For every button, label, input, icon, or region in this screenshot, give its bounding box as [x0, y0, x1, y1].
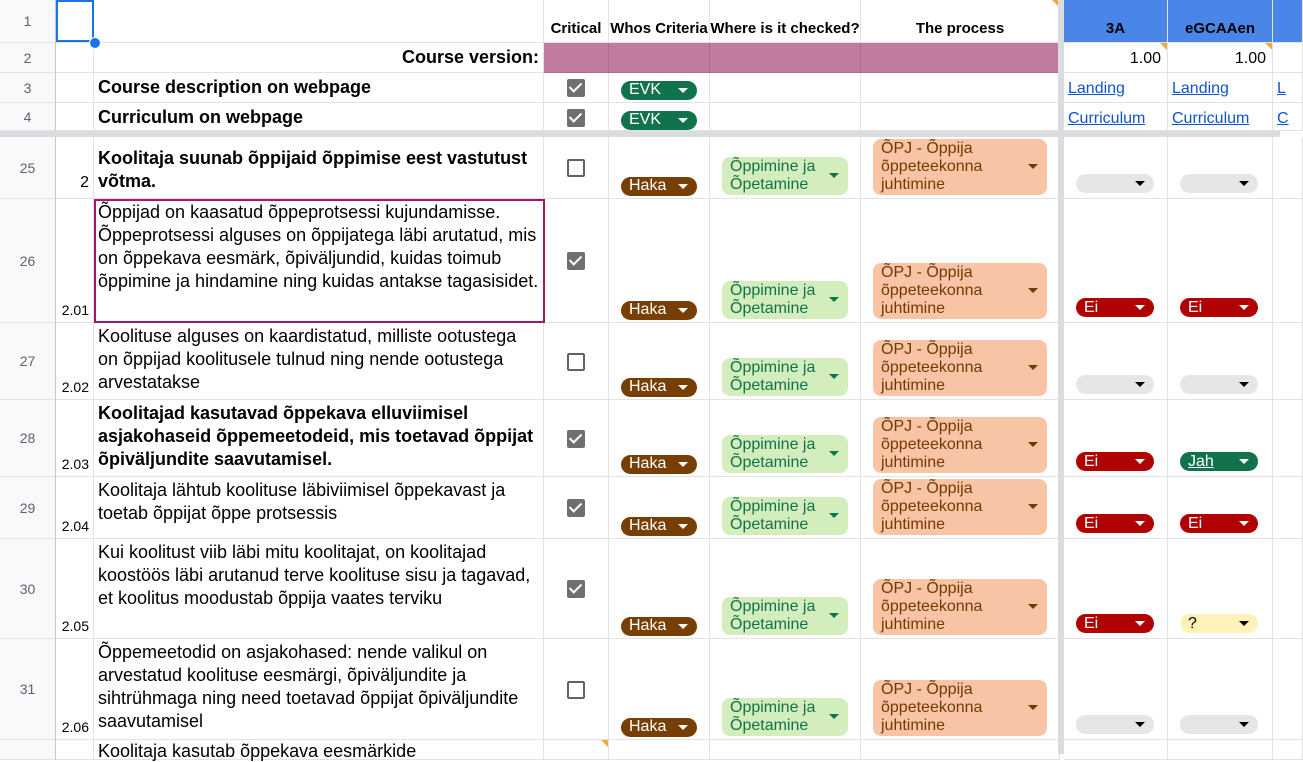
cell-mauve[interactable]: [710, 43, 861, 73]
process-chip[interactable]: ÕPJ - Õppija õppeteekonna juhtimine: [873, 417, 1047, 473]
critical-checkbox[interactable]: [567, 159, 585, 177]
version-egcaaen[interactable]: 1.00: [1168, 43, 1273, 73]
dropdown-arrow-icon: [1239, 521, 1249, 526]
fill-handle[interactable]: [89, 37, 101, 49]
value-cell-egcaaen[interactable]: [1168, 323, 1273, 400]
criterion-row: [0, 137, 1280, 199]
status-dropdown[interactable]: [1076, 715, 1154, 734]
course-version-row: [0, 43, 1280, 73]
criterion-row: [0, 639, 1280, 740]
dropdown-arrow-icon: [678, 308, 688, 313]
where-cell[interactable]: [710, 539, 861, 639]
active-cell-outline: [94, 199, 545, 323]
criterion-text[interactable]: Kui koolitust viib läbi mitu koolitajat, on koolitajad koostöös läbi arutanud terve koolituse sisu ja tagavad, et koolitus moodustab õppija vaates terviku: [94, 539, 544, 639]
comment-marker: [601, 740, 608, 747]
critical-cell[interactable]: [544, 103, 609, 131]
dropdown-arrow-icon: [829, 714, 839, 719]
dropdown-arrow-icon: [1135, 722, 1145, 727]
process-cell[interactable]: [861, 639, 1060, 740]
process-chip[interactable]: ÕPJ - Õppija õppeteekonna juhtimine: [873, 263, 1047, 319]
value-cell-egcaaen[interactable]: [1168, 539, 1273, 639]
critical-checkbox[interactable]: [567, 681, 585, 699]
process-cell[interactable]: [861, 199, 1060, 323]
critical-checkbox[interactable]: [567, 252, 585, 270]
header-egcaaen[interactable]: eGCAAen: [1168, 0, 1273, 43]
criterion-text[interactable]: Õppijad on kaasatud õppeprotsessi kujundamisse. Õppeprotsessi alguses on õppijatega läbi arutatud, mis on õppekava eesmärk, õpiväljundid, kuidas toimub õppimine ja hindamine ning kuidas antakse tagasisidet.: [94, 199, 544, 323]
link-cell-extra[interactable]: [1273, 73, 1303, 103]
dropdown-arrow-icon: [1135, 382, 1145, 387]
cell-a2[interactable]: [56, 43, 94, 73]
header-3a[interactable]: 3A: [1064, 0, 1168, 43]
value-cell-egcaaen[interactable]: [1168, 400, 1273, 477]
critical-cell[interactable]: [544, 400, 609, 477]
whos-criteria-cell[interactable]: [609, 539, 710, 639]
whos-criteria-cell[interactable]: [609, 103, 710, 131]
where-cell[interactable]: [710, 199, 861, 323]
where-cell[interactable]: [710, 740, 861, 760]
criterion-row: [0, 323, 1280, 400]
criterion-id[interactable]: 2.06: [56, 639, 94, 740]
process-chip[interactable]: ÕPJ - Õppija õppeteekonna juhtimine: [873, 139, 1047, 195]
cell-mauve[interactable]: [544, 43, 609, 73]
link-cell-3a[interactable]: [1064, 73, 1168, 103]
course-version-label[interactable]: Course version:: [94, 43, 544, 73]
criterion-id[interactable]: 2.01: [56, 199, 94, 323]
process-cell[interactable]: [861, 477, 1060, 539]
dropdown-arrow-icon: [1028, 705, 1038, 710]
value-cell-3a[interactable]: [1064, 400, 1168, 477]
link-cell-egcaaen[interactable]: [1168, 103, 1273, 131]
critical-cell[interactable]: [544, 137, 609, 199]
status-dropdown[interactable]: Ei: [1076, 614, 1154, 633]
whos-criteria-cell[interactable]: [609, 400, 710, 477]
who-chip[interactable]: EVK: [621, 111, 697, 130]
where-chip[interactable]: Õppimine ja Õpetamine: [722, 157, 848, 195]
criterion-text[interactable]: Koolitaja kasutab õppekava eesmärkide: [94, 740, 544, 760]
link-cell-extra[interactable]: [1273, 103, 1303, 131]
dropdown-arrow-icon: [1135, 459, 1145, 464]
selected-cell-outline: [56, 0, 94, 42]
where-cell[interactable]: [710, 323, 861, 400]
where-cell[interactable]: [710, 103, 861, 131]
row-number[interactable]: 26: [0, 199, 56, 323]
cell-a3[interactable]: [56, 73, 94, 103]
process-chip[interactable]: ÕPJ - Õppija õppeteekonna juhtimine: [873, 680, 1047, 736]
critical-cell[interactable]: [544, 323, 609, 400]
dropdown-arrow-icon: [1028, 442, 1038, 447]
criterion-id[interactable]: 2: [56, 137, 94, 199]
row-number[interactable]: [0, 740, 56, 760]
process-chip[interactable]: ÕPJ - Õppija õppeteekonna juhtimine: [873, 579, 1047, 635]
criterion-row: [0, 477, 1280, 539]
where-cell[interactable]: [710, 137, 861, 199]
dropdown-arrow-icon: [829, 173, 839, 178]
critical-cell[interactable]: [544, 740, 609, 760]
row-number[interactable]: 1: [0, 0, 56, 43]
whos-criteria-cell[interactable]: [609, 199, 710, 323]
row-number[interactable]: 30: [0, 539, 56, 639]
curriculum-link[interactable]: Curriculum: [1068, 110, 1146, 127]
status-dropdown[interactable]: [1076, 174, 1154, 193]
course-description-row: [0, 73, 1286, 103]
critical-cell[interactable]: [544, 199, 609, 323]
dropdown-arrow-icon: [1239, 305, 1249, 310]
curriculum-label[interactable]: Curriculum on webpage: [94, 103, 544, 131]
value-cell-3a[interactable]: [1064, 639, 1168, 740]
row-number[interactable]: 28: [0, 400, 56, 477]
dropdown-arrow-icon: [678, 385, 688, 390]
version-3a[interactable]: 1.00: [1064, 43, 1168, 73]
dropdown-arrow-icon: [678, 725, 688, 730]
dropdown-arrow-icon: [829, 613, 839, 618]
header-row: [0, 0, 1280, 43]
whos-criteria-cell[interactable]: [609, 137, 710, 199]
value-cell-egcaaen[interactable]: [1168, 740, 1273, 760]
who-chip[interactable]: Haka: [621, 301, 697, 320]
status-dropdown[interactable]: [1180, 715, 1258, 734]
where-cell[interactable]: [710, 477, 861, 539]
process-cell[interactable]: [861, 539, 1060, 639]
who-chip[interactable]: Haka: [621, 617, 697, 636]
who-chip[interactable]: Haka: [621, 177, 697, 196]
value-cell-egcaaen[interactable]: [1168, 477, 1273, 539]
dropdown-arrow-icon: [829, 451, 839, 456]
dropdown-arrow-icon: [1239, 181, 1249, 186]
value-cell-egcaaen[interactable]: [1168, 199, 1273, 323]
row-number[interactable]: 27: [0, 323, 56, 400]
landing-link[interactable]: L: [1277, 80, 1286, 97]
whos-criteria-cell[interactable]: [609, 477, 710, 539]
landing-link[interactable]: Landing: [1172, 80, 1229, 97]
critical-cell[interactable]: [544, 639, 609, 740]
link-cell-3a[interactable]: [1064, 103, 1168, 131]
whos-criteria-cell[interactable]: [609, 740, 710, 760]
where-chip[interactable]: Õppimine ja Õpetamine: [722, 358, 848, 396]
criterion-text[interactable]: Koolituse alguses on kaardistatud, milliste ootustega on õppijad koolitusele tulnud ning nende ootustega arvestatakse: [94, 323, 544, 400]
curriculum-row: [0, 103, 1289, 131]
critical-checkbox[interactable]: [567, 430, 585, 448]
critical-checkbox[interactable]: [567, 580, 585, 598]
dropdown-arrow-icon: [678, 462, 688, 467]
row-number[interactable]: 4: [0, 103, 56, 131]
row-number[interactable]: 3: [0, 73, 56, 103]
who-chip[interactable]: Haka: [621, 455, 697, 474]
course-description-label[interactable]: Course description on webpage: [94, 73, 544, 103]
dropdown-arrow-icon: [1239, 722, 1249, 727]
dropdown-arrow-icon: [1135, 521, 1145, 526]
where-chip[interactable]: Õppimine ja Õpetamine: [722, 698, 848, 736]
dropdown-arrow-icon: [1135, 181, 1145, 186]
status-dropdown[interactable]: Ei: [1076, 514, 1154, 533]
cell-id[interactable]: [56, 740, 94, 760]
criterion-id[interactable]: 2.02: [56, 323, 94, 400]
criterion-text[interactable]: Koolitaja suunab õppijaid õppimise eest vastutust võtma.: [94, 137, 544, 199]
value-cell-3a[interactable]: [1064, 199, 1168, 323]
criterion-row: [0, 539, 1280, 639]
status-dropdown[interactable]: [1180, 375, 1258, 394]
where-cell[interactable]: [710, 400, 861, 477]
criterion-text[interactable]: Koolitajad kasutavad õppekava elluviimisel asjakohaseid õppemeetodeid, mis toetavad õppijat õpiväljundite saavutamisel.: [94, 400, 544, 477]
cell-extra[interactable]: [1273, 199, 1303, 323]
partial-row: [0, 740, 1280, 760]
status-dropdown[interactable]: Ei: [1180, 514, 1258, 533]
cell-a4[interactable]: [56, 103, 94, 131]
value-cell-3a[interactable]: [1064, 740, 1168, 760]
dropdown-arrow-icon: [678, 184, 688, 189]
value-cell-3a[interactable]: [1064, 539, 1168, 639]
cell-extra[interactable]: [1273, 323, 1303, 400]
who-chip[interactable]: Haka: [621, 718, 697, 737]
dropdown-arrow-icon: [1028, 365, 1038, 370]
link-cell-egcaaen[interactable]: [1168, 73, 1273, 103]
header-critical[interactable]: Critical: [544, 0, 609, 43]
status-dropdown[interactable]: Ei: [1076, 298, 1154, 317]
critical-checkbox[interactable]: [567, 109, 585, 127]
criterion-id[interactable]: 2.04: [56, 477, 94, 539]
criterion-row: [0, 400, 1280, 477]
dropdown-arrow-icon: [1135, 305, 1145, 310]
value-cell-3a[interactable]: [1064, 137, 1168, 199]
dropdown-arrow-icon: [1028, 504, 1038, 509]
process-cell[interactable]: [861, 740, 1060, 760]
critical-checkbox[interactable]: [567, 499, 585, 517]
process-cell[interactable]: [861, 137, 1060, 199]
curriculum-link[interactable]: Curriculum: [1172, 110, 1250, 127]
comment-marker: [1160, 43, 1167, 50]
dropdown-arrow-icon: [678, 524, 688, 529]
whos-criteria-cell[interactable]: [609, 73, 710, 103]
critical-checkbox[interactable]: [567, 353, 585, 371]
dropdown-arrow-icon: [1239, 382, 1249, 387]
dropdown-arrow-icon: [1028, 604, 1038, 609]
status-dropdown[interactable]: [1180, 174, 1258, 193]
critical-cell[interactable]: [544, 73, 609, 103]
dropdown-arrow-icon: [1028, 164, 1038, 169]
value-cell-3a[interactable]: [1064, 477, 1168, 539]
landing-link[interactable]: Landing: [1068, 80, 1125, 97]
dropdown-arrow-icon: [1028, 288, 1038, 293]
frozen-row-divider[interactable]: [0, 131, 1280, 137]
cell-extra[interactable]: [1273, 740, 1303, 760]
frozen-column-divider[interactable]: [1058, 0, 1064, 754]
dropdown-arrow-icon: [678, 624, 688, 629]
where-cell[interactable]: [710, 639, 861, 740]
criterion-text[interactable]: Koolitaja lähtub koolituse läbiviimisel õppekavast ja toetab õppijat õppe protsessis: [94, 477, 544, 539]
value-cell-3a[interactable]: [1064, 323, 1168, 400]
who-chip[interactable]: Haka: [621, 517, 697, 536]
comment-marker: [1265, 43, 1272, 50]
dropdown-arrow-icon: [678, 88, 688, 93]
status-dropdown[interactable]: [1076, 375, 1154, 394]
header-next-column[interactable]: [1273, 0, 1303, 43]
value-cell-egcaaen[interactable]: [1168, 639, 1273, 740]
header-process[interactable]: The process: [861, 0, 1060, 43]
row-number[interactable]: 29: [0, 477, 56, 539]
dropdown-arrow-icon: [829, 297, 839, 302]
curriculum-link[interactable]: C: [1277, 110, 1289, 127]
cell-extra[interactable]: [1273, 43, 1303, 73]
status-dropdown[interactable]: Jah: [1180, 452, 1258, 471]
cell-extra[interactable]: [1273, 137, 1303, 199]
where-chip[interactable]: Õppimine ja Õpetamine: [722, 497, 848, 535]
dropdown-arrow-icon: [1239, 459, 1249, 464]
dropdown-arrow-icon: [829, 374, 839, 379]
whos-criteria-cell[interactable]: [609, 323, 710, 400]
cell-extra[interactable]: [1273, 539, 1303, 639]
dropdown-arrow-icon: [1239, 621, 1249, 626]
criterion-id[interactable]: 2.03: [56, 400, 94, 477]
who-chip[interactable]: EVK: [621, 81, 697, 100]
dropdown-arrow-icon: [829, 513, 839, 518]
criterion-id[interactable]: 2.05: [56, 539, 94, 639]
criterion-text[interactable]: Õppemeetodid on asjakohased: nende valikul on arvestatud koolituse eesmärgi, õpiväljundite ja sihtrühmaga ning need toetavad õppijat õpiväljundite saavutamisel: [94, 639, 544, 740]
cell-extra[interactable]: [1273, 477, 1303, 539]
cell-mauve[interactable]: [609, 43, 710, 73]
cell-extra[interactable]: [1273, 400, 1303, 477]
cell-extra[interactable]: [1273, 639, 1303, 740]
dropdown-arrow-icon: [678, 118, 688, 123]
header-where-checked[interactable]: Where is it checked?: [710, 0, 861, 43]
status-dropdown[interactable]: Ei: [1076, 452, 1154, 471]
dropdown-arrow-icon: [1135, 621, 1145, 626]
whos-criteria-cell[interactable]: [609, 639, 710, 740]
critical-checkbox[interactable]: [567, 79, 585, 97]
row-number[interactable]: 31: [0, 639, 56, 740]
cell-mauve[interactable]: [861, 43, 1060, 73]
status-dropdown[interactable]: ?: [1180, 614, 1258, 633]
cell-b1[interactable]: [94, 0, 544, 43]
where-chip[interactable]: Õppimine ja Õpetamine: [722, 281, 848, 319]
status-dropdown[interactable]: Ei: [1180, 298, 1258, 317]
process-cell[interactable]: [861, 103, 1060, 131]
value-cell-egcaaen[interactable]: [1168, 137, 1273, 199]
critical-cell[interactable]: [544, 477, 609, 539]
row-number[interactable]: 25: [0, 137, 56, 199]
header-whos-criteria[interactable]: Whos Criteria: [609, 0, 710, 43]
where-cell[interactable]: [710, 73, 861, 103]
where-chip[interactable]: Õppimine ja Õpetamine: [722, 435, 848, 473]
critical-cell[interactable]: [544, 539, 609, 639]
process-chip[interactable]: ÕPJ - Õppija õppeteekonna juhtimine: [873, 340, 1047, 396]
process-cell[interactable]: [861, 400, 1060, 477]
row-number[interactable]: 2: [0, 43, 56, 73]
where-chip[interactable]: Õppimine ja Õpetamine: [722, 597, 848, 635]
process-cell[interactable]: [861, 73, 1060, 103]
who-chip[interactable]: Haka: [621, 378, 697, 397]
process-cell[interactable]: [861, 323, 1060, 400]
process-chip[interactable]: ÕPJ - Õppija õppeteekonna juhtimine: [873, 479, 1047, 535]
